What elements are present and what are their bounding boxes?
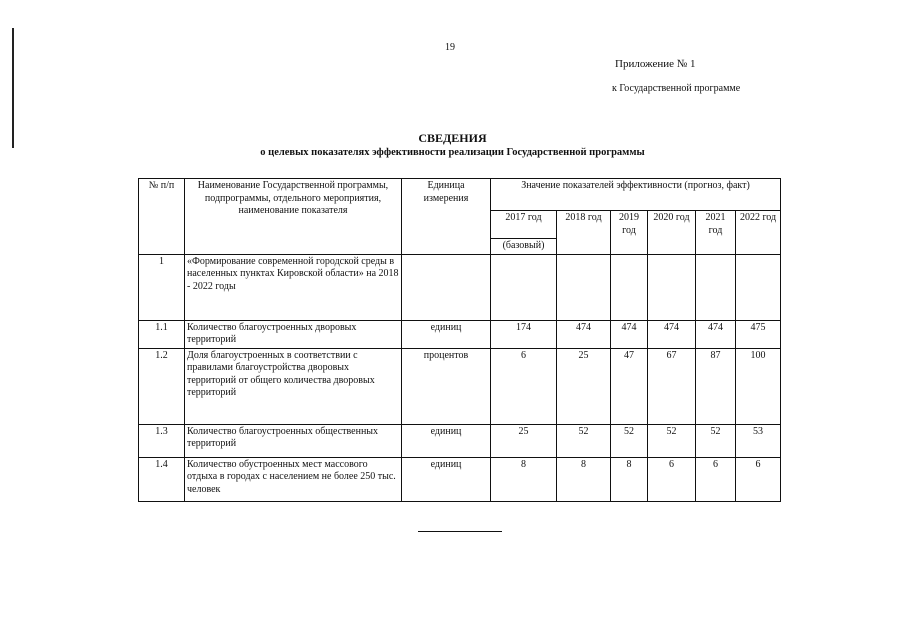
appendix-line-1: Приложение № 1 [615,58,696,70]
scan-edge-mark [12,28,14,148]
row-value: 174 [491,320,557,348]
row-value: 52 [611,424,648,457]
row-value [491,254,557,320]
row-unit: процентов [402,348,491,424]
row-value: 475 [736,320,781,348]
row-value: 6 [696,457,736,501]
row-value: 6 [648,457,696,501]
page-number: 19 [445,42,455,53]
row-name: Доля благоустроенных в соответствии с правилами благоустройства дворовых территорий от общего количества дворовых территорий [185,348,402,424]
row-name: «Формирование современной городской среды в населенных пунктах Кировской области» на 2018 - 2022 годы [185,254,402,320]
end-divider [418,531,502,532]
row-num: 1.3 [139,424,185,457]
row-name: Количество благоустроенных дворовых территорий [185,320,402,348]
row-unit: единиц [402,424,491,457]
row-num: 1.2 [139,348,185,424]
row-value: 8 [557,457,611,501]
row-value: 25 [557,348,611,424]
row-value: 53 [736,424,781,457]
row-value: 100 [736,348,781,424]
row-unit: единиц [402,457,491,501]
header-name: Наименование Государственной программы, подпрограммы, отдельного мероприятия, наименование показателя [185,179,402,255]
row-value: 52 [696,424,736,457]
row-value [648,254,696,320]
row-value: 67 [648,348,696,424]
header-year: 2022 год [736,211,781,255]
row-value: 52 [557,424,611,457]
header-values: Значение показателей эффективности (прогноз, факт) [491,179,781,211]
document-subtitle: о целевых показателях эффективности реализации Государственной программы [260,147,645,158]
header-unit: Единица измерения [402,179,491,255]
table-row [139,457,781,501]
table-row [139,424,781,457]
row-value: 47 [611,348,648,424]
row-num: 1.4 [139,457,185,501]
header-year: 2021 год [696,211,736,255]
table-row [139,254,781,320]
row-value: 6 [491,348,557,424]
table-row [139,348,781,424]
row-value: 474 [648,320,696,348]
row-name: Количество обустроенных мест массового отдыха в городах с населением не более 250 тыс. человек [185,457,402,501]
row-value: 52 [648,424,696,457]
row-value: 6 [736,457,781,501]
row-value: 474 [557,320,611,348]
table-row [139,320,781,348]
row-value [696,254,736,320]
appendix-line-2: к Государственной программе [612,83,741,94]
indicators-table [138,178,781,502]
header-num: № п/п [139,179,185,255]
row-num: 1.1 [139,320,185,348]
row-value: 474 [696,320,736,348]
row-value: 8 [611,457,648,501]
row-value: 25 [491,424,557,457]
header-base-note: (базовый) [491,239,557,255]
header-year: 2020 год [648,211,696,255]
row-unit [402,254,491,320]
row-unit: единиц [402,320,491,348]
row-value [611,254,648,320]
header-year: 2017 год [491,211,557,239]
header-year: 2018 год [557,211,611,255]
row-value: 474 [611,320,648,348]
row-value [736,254,781,320]
header-year: 2019 год [611,211,648,255]
row-value: 87 [696,348,736,424]
row-value [557,254,611,320]
row-name: Количество благоустроенных общественных территорий [185,424,402,457]
row-num: 1 [139,254,185,320]
document-title: СВЕДЕНИЯ [418,131,487,145]
row-value: 8 [491,457,557,501]
